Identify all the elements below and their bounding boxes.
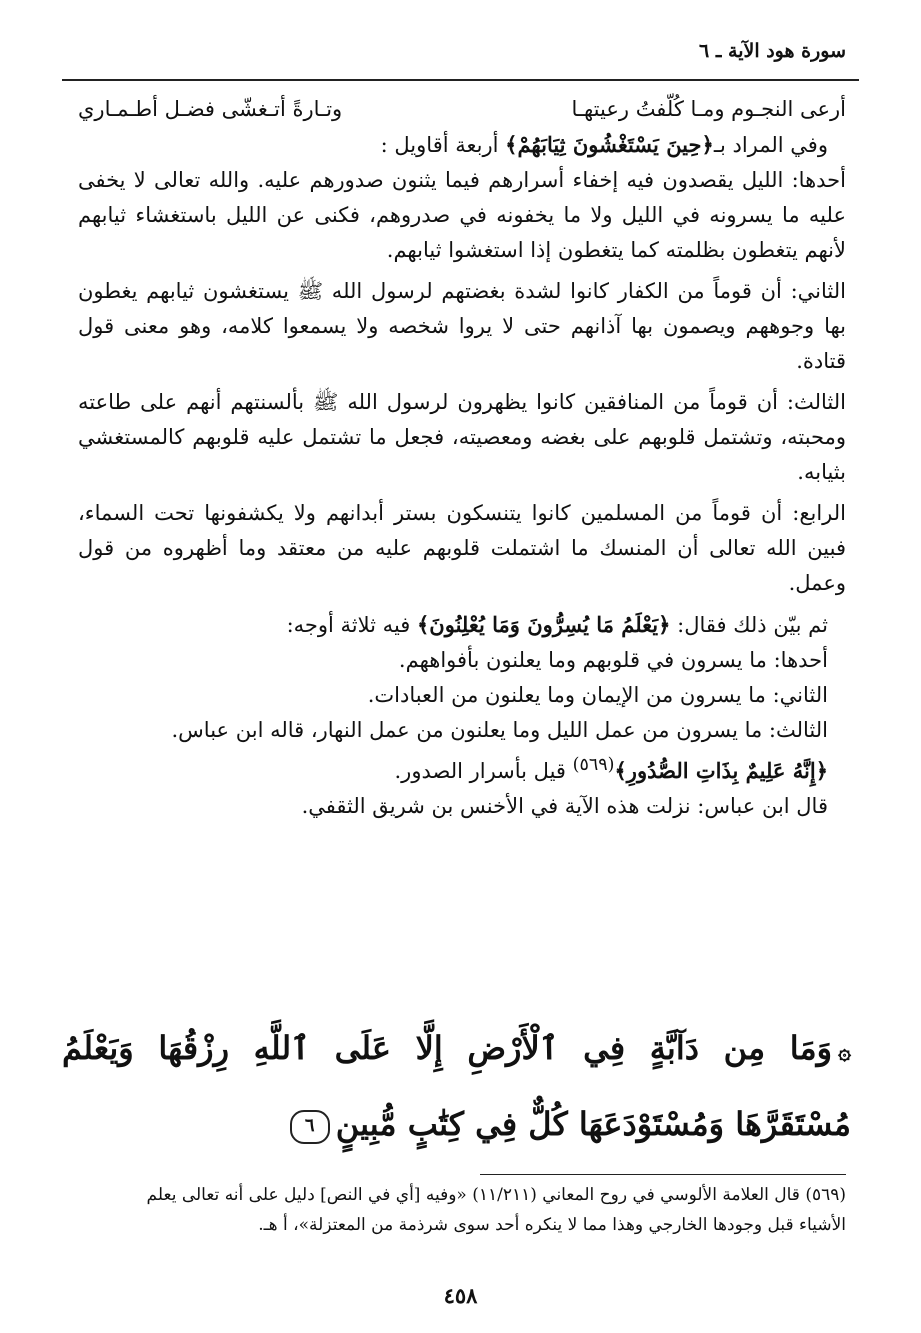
explanation-quran-quote: ﴿يَعْلَمُ مَا يُسِرُّونَ وَمَا يُعْلِنُونَ﴾ [417,612,671,637]
verse-hemistich-left: وتـارةً أتـغشّى فضـل أطـمـاري [78,97,343,121]
intro-quran-quote: ﴿حِينَ يَسْتَغْشُونَ ثِيَابَهُمْ﴾ [505,132,714,157]
footnote-line-2: الأشياء قبل وجودها الخارجي وهذا مما لا ينكره أحد سوى شرذمة من المعتزلة»، أ هـ. [258,1215,846,1235]
footnote-rule [480,1174,846,1175]
header-rule [62,79,859,81]
footnote [78,1180,846,1240]
verse-hemistich-right: أرعى النجـوم ومـا كُلّفتُ رعيتهـا [571,97,846,121]
opinion-paragraph-1: أحدها: الليل يقصدون فيه إخفاء أسرارهم فيما يثنون صدورهم عليه. والله تعالى لا يخفى عليه ما يسرونه في الليل ولا ما يخفونه في صدروهم، فكنى عن الليل باستغشاء ثيابهم لأنهم يتغطون بظلمته كما يتغطون إذا استغشوا ثيابهم. [78,168,846,262]
explanation-text-end: فيه ثلاثة أوجه: [286,613,417,637]
intro-text: وفي المراد بـ [713,133,828,157]
quran-verse-text: وَمَا مِن دَآبَّةٍ فِي ٱلْأَرْضِ إِلَّا عَلَى ٱللَّهِ رِزْقُهَا وَيَعْلَمُ مُسْتَقَرَّهَا وَمُسْتَوْدَعَهَا كُلٌّ فِي كِتَٰبٍ مُّبِينٍ [62,1029,851,1143]
closing-quran-quote: ﴿إِنَّهُ عَلِيمٌ بِذَاتِ الصُّدُورِ﴾ [614,758,828,783]
hizb-ornament-icon: ۞ [838,1039,851,1065]
footnote-line-1: (٥٦٩) قال العلامة الألوسي في روح المعاني (١١/٢١١) «وفيه [أي في النص] دليل على أنه تعالى يعلم [146,1185,846,1205]
closing-text: قيل بأسرار الصدور. [394,759,573,783]
ayah-number-marker: ٦ [290,1110,330,1144]
poetry-verse [78,92,846,127]
page-number: ٤٥٨ [443,1283,478,1308]
occasion-of-revelation: قال ابن عباس: نزلت هذه الآية في الأخنس بن شريق الثقفي. [301,794,828,818]
explanation-text: ثم بيّن ذلك فقال: [670,613,828,637]
intro-paragraph [78,127,846,163]
aspect-1: أحدها: ما يسرون في قلوبهم وما يعلنون بأفواههم. [398,648,828,672]
opinion-paragraph-3: الثالث: أن قوماً من المنافقين كانوا يظهرون لرسول الله ﷺ بألسنتهم أنهم على طاعته ومحبته، وتشتمل قلوبهم على بغضه ومعصيته، فجعل ما تشتمل عليه قلوبهم كالمستغشي بثيابه. [78,390,846,484]
closing-quran-line [78,748,846,789]
commentary-body [78,92,846,824]
aspect-2: الثاني: ما يسرون من الإيمان وما يعلنون من العبادات. [367,683,828,707]
quran-verse-block [62,1012,851,1160]
opinion-paragraph-4: الرابع: أن قوماً من المسلمين كانوا يتنسكون بستر أبدانهم ولا يكشفونها تحت السماء، فبين الله تعالى أن المنسك ما اشتملت قلوبهم عليه من معتقد وما أظهروه من قول وعمل. [78,501,846,595]
running-title: سورة هود الآية ـ ٦ [699,40,846,62]
opinion-paragraph-2: الثاني: أن قوماً من الكفار كانوا لشدة بغضتهم لرسول الله ﷺ يستغشون ثيابهم يغطون بها وجوههم ويصمون بها آذانهم حتى لا يروا شخصه ولا يسمعوا كلامه، وهو معنى قول قتادة. [78,279,846,373]
aspect-3: الثالث: ما يسرون من عمل الليل وما يعلنون من عمل النهار، قاله ابن عباس. [171,718,828,742]
intro-text-end: أربعة أقاويل : [380,133,506,157]
footnote-reference: (٥٦٩) [572,755,615,775]
explanation-paragraph [78,607,846,643]
